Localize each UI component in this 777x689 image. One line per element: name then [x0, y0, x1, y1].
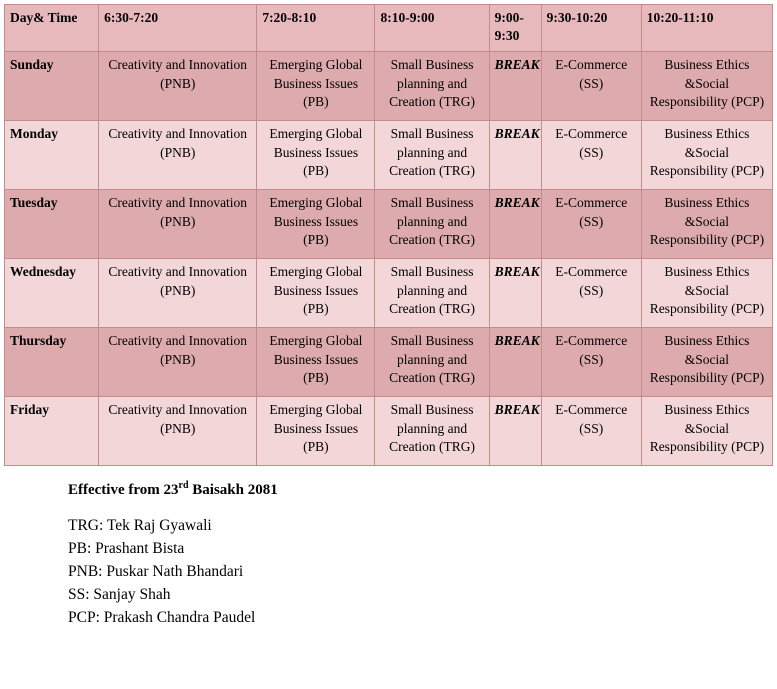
day-label: Friday — [5, 397, 99, 466]
class-cell: Emerging Global Business Issues (PB) — [257, 190, 375, 259]
legend-item: TRG: Tek Raj Gyawali — [68, 517, 212, 535]
column-header-period-1: 6:30-7:20 — [99, 5, 257, 52]
class-cell: Business Ethics &Social Responsibility (PCP) — [641, 52, 772, 121]
legend-item: PCP: Prakash Chandra Paudel — [68, 609, 256, 627]
legend-item: PNB: Puskar Nath Bhandari — [68, 563, 244, 581]
class-cell: Creativity and Innovation (PNB) — [99, 328, 257, 397]
legend-item: PB: Prashant Bista — [68, 540, 185, 558]
effective-suffix: Baisakh 2081 — [188, 482, 278, 499]
break-cell: BREAK — [489, 397, 541, 466]
column-header-period-3: 8:10-9:00 — [375, 5, 489, 52]
class-cell: Creativity and Innovation (PNB) — [99, 190, 257, 259]
class-cell: E-Commerce (SS) — [541, 259, 641, 328]
legend-item: SS: Sanjay Shah — [68, 586, 171, 604]
class-cell: Business Ethics &Social Responsibility (PCP) — [641, 328, 772, 397]
day-label: Thursday — [5, 328, 99, 397]
table-header — [5, 5, 773, 52]
class-cell: Creativity and Innovation (PNB) — [99, 121, 257, 190]
class-cell: Small Business planning and Creation (TRG) — [375, 121, 489, 190]
class-cell: Business Ethics &Social Responsibility (PCP) — [641, 259, 772, 328]
break-cell: BREAK — [489, 190, 541, 259]
column-header-period-4: 9:30-10:20 — [541, 5, 641, 52]
table-row — [5, 52, 773, 121]
class-cell: Emerging Global Business Issues (PB) — [257, 259, 375, 328]
class-cell: Small Business planning and Creation (TRG) — [375, 328, 489, 397]
class-cell: Business Ethics &Social Responsibility (PCP) — [641, 121, 772, 190]
table-row — [5, 328, 773, 397]
break-cell: BREAK — [489, 259, 541, 328]
break-cell: BREAK — [489, 328, 541, 397]
timetable-document — [0, 4, 777, 689]
class-cell: Small Business planning and Creation (TRG) — [375, 52, 489, 121]
class-cell: Small Business planning and Creation (TRG) — [375, 190, 489, 259]
class-cell: Emerging Global Business Issues (PB) — [257, 121, 375, 190]
table-row — [5, 121, 773, 190]
class-cell: Creativity and Innovation (PNB) — [99, 397, 257, 466]
effective-date-note — [68, 480, 777, 499]
class-cell: Business Ethics &Social Responsibility (PCP) — [641, 397, 772, 466]
day-label: Sunday — [5, 52, 99, 121]
table-row — [5, 259, 773, 328]
class-cell: Emerging Global Business Issues (PB) — [257, 397, 375, 466]
table-row — [5, 190, 773, 259]
faculty-legend — [68, 515, 777, 630]
table-row — [5, 397, 773, 466]
class-cell: E-Commerce (SS) — [541, 397, 641, 466]
column-header-period-5: 10:20-11:10 — [641, 5, 772, 52]
class-cell: E-Commerce (SS) — [541, 190, 641, 259]
column-header-break: 9:00-9:30 — [489, 5, 541, 52]
effective-prefix: Effective from 23 — [68, 482, 179, 499]
class-cell: E-Commerce (SS) — [541, 328, 641, 397]
column-header-day-time: Day& Time — [5, 5, 99, 52]
break-cell: BREAK — [489, 52, 541, 121]
table-header-row — [5, 5, 773, 52]
class-cell: Business Ethics &Social Responsibility (PCP) — [641, 190, 772, 259]
class-cell: Small Business planning and Creation (TRG) — [375, 397, 489, 466]
effective-ordinal: rd — [178, 480, 189, 492]
day-label: Wednesday — [5, 259, 99, 328]
day-label: Monday — [5, 121, 99, 190]
class-cell: Creativity and Innovation (PNB) — [99, 52, 257, 121]
class-cell: Emerging Global Business Issues (PB) — [257, 328, 375, 397]
class-schedule-table — [4, 4, 773, 466]
class-cell: Emerging Global Business Issues (PB) — [257, 52, 375, 121]
class-cell: E-Commerce (SS) — [541, 52, 641, 121]
class-cell: Creativity and Innovation (PNB) — [99, 259, 257, 328]
break-cell: BREAK — [489, 121, 541, 190]
class-cell: Small Business planning and Creation (TRG) — [375, 259, 489, 328]
class-cell: E-Commerce (SS) — [541, 121, 641, 190]
table-body — [5, 52, 773, 466]
day-label: Tuesday — [5, 190, 99, 259]
column-header-period-2: 7:20-8:10 — [257, 5, 375, 52]
